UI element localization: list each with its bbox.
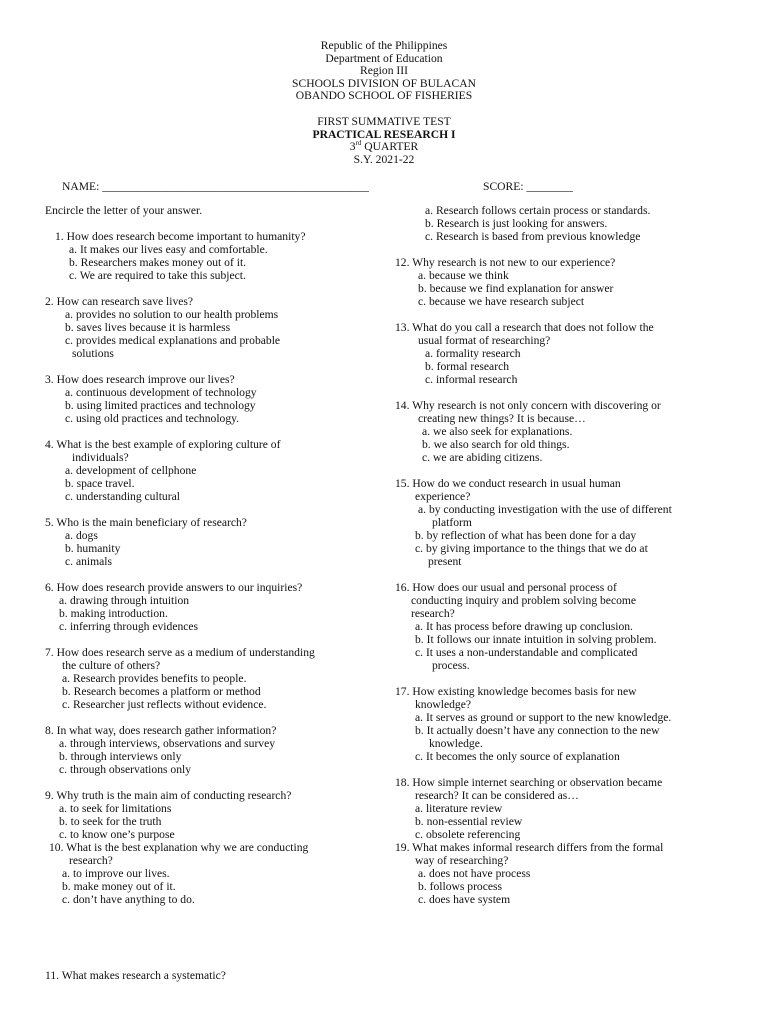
left-column-line: b. space travel. xyxy=(65,477,135,490)
right-column-line: platform xyxy=(432,516,472,529)
right-column-line: b. Research is just looking for answers. xyxy=(425,217,608,230)
left-column-line: a. Research provides benefits to people. xyxy=(62,672,247,685)
name-score-row xyxy=(62,180,662,193)
left-column-line: individuals? xyxy=(72,451,129,464)
left-column-line: 9. Why truth is the main aim of conducting research? xyxy=(45,789,292,802)
republic-line: Republic of the Philippines xyxy=(320,39,448,52)
left-column-line: c. inferring through evidences xyxy=(59,620,199,633)
spacer xyxy=(395,308,735,321)
spacer xyxy=(45,633,390,646)
right-column-line: usual format of researching? xyxy=(418,334,551,347)
name-field[interactable]: NAME: ______________________________________________ xyxy=(62,180,369,193)
right-column-line: research? It can be considered as… xyxy=(415,789,579,802)
spacer xyxy=(395,464,735,477)
right-column-line: a. It serves as ground or support to the new knowledge. xyxy=(415,711,672,724)
left-column xyxy=(45,204,390,906)
left-column-line: a. to improve our lives. xyxy=(62,867,170,880)
left-column-line: 4. What is the best example of exploring culture of xyxy=(45,438,281,451)
right-column-line: c. informal research xyxy=(425,373,518,386)
right-column-line: 13. What do you call a research that does not follow the xyxy=(395,321,654,334)
right-column-line: 15. How do we conduct research in usual human xyxy=(395,477,621,490)
left-column-line: a. continuous development of technology xyxy=(65,386,257,399)
left-column-line: a. provides no solution to our health problems xyxy=(65,308,279,321)
left-column-line: 3. How does research improve our lives? xyxy=(45,373,235,386)
left-column-line: b. humanity xyxy=(65,542,121,555)
spacer xyxy=(45,282,390,295)
left-column-line: 2. How can research save lives? xyxy=(45,295,194,308)
right-column-line: b. because we find explanation for answer xyxy=(418,282,614,295)
right-column-line: c. It becomes the only source of explanation xyxy=(415,750,620,763)
right-column-line: 17. How existing knowledge becomes basis for new xyxy=(395,685,637,698)
left-column-line: b. make money out of it. xyxy=(62,880,176,893)
left-column-line: b. using limited practices and technology xyxy=(65,399,256,412)
left-column-line: b. Researchers makes money out of it. xyxy=(69,256,247,269)
question-11: 11. What makes research a systematic? xyxy=(45,969,226,982)
spacer xyxy=(395,386,735,399)
left-column-line: research? xyxy=(69,854,113,867)
right-column-line: b. formal research xyxy=(425,360,510,373)
spacer xyxy=(395,243,735,256)
left-column-line: b. to seek for the truth xyxy=(59,815,162,828)
quarter-suffix: rd xyxy=(355,139,362,148)
left-column-line: Encircle the letter of your answer. xyxy=(45,204,203,217)
right-column-line: experience? xyxy=(415,490,471,503)
right-column-line: c. we are abiding citizens. xyxy=(422,451,543,464)
spacer xyxy=(45,711,390,724)
right-column-line: b. It actually doesn’t have any connection to the new xyxy=(415,724,660,737)
spacer xyxy=(45,217,390,230)
right-column-line: 12. Why research is not new to our experience? xyxy=(395,256,616,269)
right-column-line: research? xyxy=(411,607,455,620)
right-column-line: b. non-essential review xyxy=(415,815,523,828)
spacer xyxy=(395,672,735,685)
left-column-line: 1. How does research become important to humanity? xyxy=(55,230,306,243)
right-column-line: conducting inquiry and problem solving become xyxy=(411,594,637,607)
right-column-line: c. does have system xyxy=(418,893,511,906)
right-column-line: knowledge? xyxy=(415,698,472,711)
left-column-line: c. don’t have anything to do. xyxy=(62,893,195,906)
right-column-line: process. xyxy=(432,659,470,672)
department-line: Department of Education xyxy=(325,51,443,65)
left-column-line: a. drawing through intuition xyxy=(59,594,190,607)
right-column-line: c. It uses a non-understandable and complicated xyxy=(415,646,638,659)
spacer xyxy=(45,503,390,516)
right-column-line: a. we also seek for explanations. xyxy=(422,425,573,438)
left-column-line: b. saves lives because it is harmless xyxy=(65,321,231,334)
right-column-line: 16. How does our usual and personal process of xyxy=(395,581,617,594)
left-column-line: 6. How does research provide answers to our inquiries? xyxy=(45,581,303,594)
right-column-line: a. by conducting investigation with the use of different xyxy=(418,503,672,516)
right-column-line: present xyxy=(428,555,462,568)
right-column-line: b. follows process xyxy=(418,880,503,893)
subject-title: PRACTICAL RESEARCH I xyxy=(312,127,456,141)
left-column-line: c. provides medical explanations and probable xyxy=(65,334,281,347)
left-column-line: 10. What is the best explanation why we are conducting xyxy=(49,841,309,854)
left-column-line: 5. Who is the main beneficiary of research? xyxy=(45,516,247,529)
spacer xyxy=(45,776,390,789)
right-column-line: b. by reflection of what has been done for a day xyxy=(415,529,637,542)
right-column-line: c. because we have research subject xyxy=(418,295,585,308)
right-column-line: 14. Why research is not only concern with discovering or xyxy=(395,399,661,412)
left-column-line: a. to seek for limitations xyxy=(59,802,172,815)
right-column-line: way of researching? xyxy=(415,854,509,867)
right-column-line: b. we also search for old things. xyxy=(422,438,570,451)
left-column-line: c. understanding cultural xyxy=(65,490,180,503)
school-year: S.Y. 2021-22 xyxy=(353,152,415,166)
right-column-line: a. Research follows certain process or standards. xyxy=(425,204,651,217)
left-column-line: c. Researcher just reflects without evidence. xyxy=(62,698,267,711)
right-column-line: a. It has process before drawing up conclusion. xyxy=(415,620,633,633)
right-column-line: a. does not have process xyxy=(418,867,531,880)
spacer xyxy=(45,425,390,438)
right-column-line: creating new things? It is because… xyxy=(418,412,586,425)
score-field[interactable]: SCORE: ________ xyxy=(483,180,573,193)
region-line: Region III xyxy=(360,64,408,78)
right-column-line: 19. What makes informal research differs from the formal xyxy=(395,841,664,854)
right-column-line: c. by giving importance to the things that we do at xyxy=(415,542,648,555)
right-column-line: 18. How simple internet searching or observation became xyxy=(395,776,663,789)
division-line: SCHOOLS DIVISION OF BULACAN xyxy=(292,76,476,90)
left-column-line: 7. How does research serve as a medium of understanding xyxy=(45,646,315,659)
quarter-line xyxy=(0,141,768,154)
left-column-line: c. using old practices and technology. xyxy=(65,412,240,425)
spacer xyxy=(395,763,735,776)
right-column xyxy=(395,204,735,906)
right-column-line: c. obsolete referencing xyxy=(415,828,521,841)
quarter-word: QUARTER xyxy=(361,140,419,154)
right-column-line: knowledge. xyxy=(429,737,483,750)
spacer xyxy=(45,360,390,373)
left-column-line: c. animals xyxy=(65,555,113,568)
left-column-line: a. development of cellphone xyxy=(65,464,197,477)
left-column-line: c. through observations only xyxy=(59,763,192,776)
left-column-line: b. making introduction. xyxy=(59,607,168,620)
left-column-line: a. dogs xyxy=(65,529,98,542)
school-line: OBANDO SCHOOL OF FISHERIES xyxy=(295,89,473,103)
test-title: FIRST SUMMATIVE TEST xyxy=(317,114,451,128)
left-column-line: a. It makes our lives easy and comfortable. xyxy=(69,243,268,256)
right-column-line: a. because we think xyxy=(418,269,509,282)
left-column-line: b. Research becomes a platform or method xyxy=(62,685,261,698)
left-column-line: 8. In what way, does research gather information? xyxy=(45,724,277,737)
left-column-line: c. to know one’s purpose xyxy=(59,828,175,841)
quarter-number: 3 xyxy=(349,140,356,154)
spacer xyxy=(395,568,735,581)
right-column-line: a. literature review xyxy=(415,802,503,815)
left-column-line: a. through interviews, observations and survey xyxy=(59,737,276,750)
left-column-line: c. We are required to take this subject. xyxy=(69,269,246,282)
document-header xyxy=(0,40,768,166)
left-column-line: solutions xyxy=(72,347,114,360)
spacer xyxy=(45,568,390,581)
right-column-line: b. It follows our innate intuition in solving problem. xyxy=(415,633,657,646)
right-column-line: c. Research is based from previous knowledge xyxy=(425,230,641,243)
right-column-line: a. formality research xyxy=(425,347,521,360)
left-column-line: b. through interviews only xyxy=(59,750,182,763)
left-column-line: the culture of others? xyxy=(62,659,161,672)
